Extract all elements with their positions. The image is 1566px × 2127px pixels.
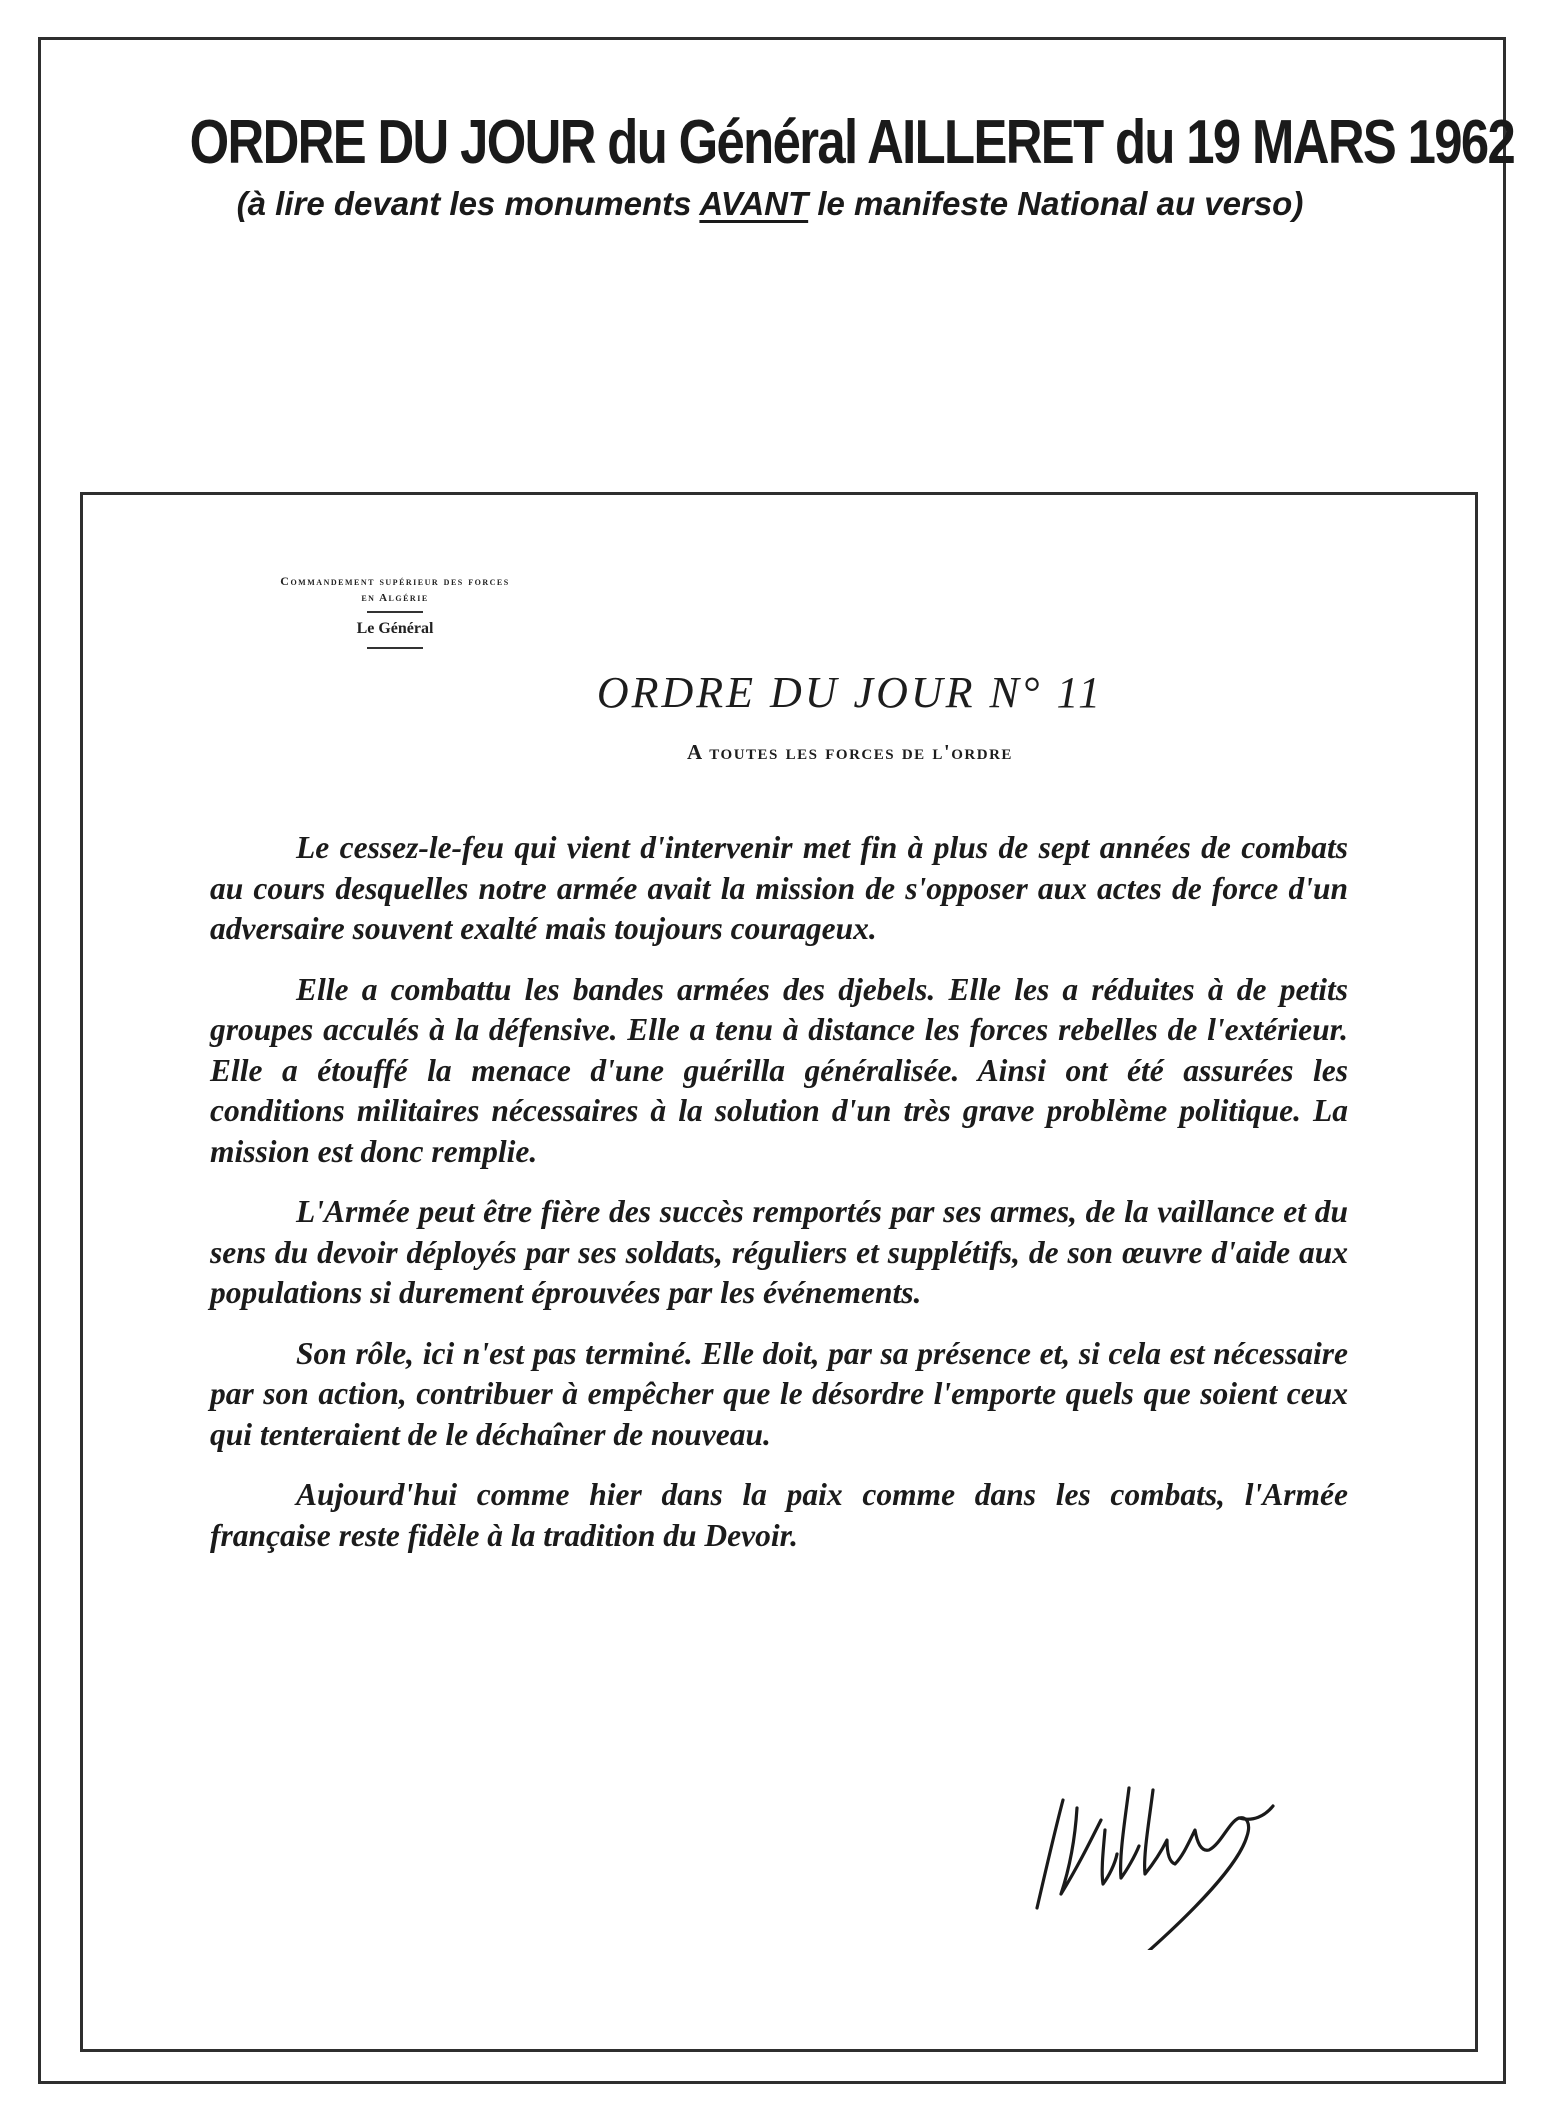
letterhead [210, 573, 580, 651]
letterhead-region: en Algérie [361, 592, 429, 604]
letterhead-rule [367, 611, 423, 613]
letterhead-rule-bottom [367, 647, 423, 649]
body-paragraph: Son rôle, ici n'est pas terminé. Elle doit, par sa présence et, si cela est nécessaire par son action, contribuer à empêcher que le désordre l'emporte quels que soient ceux qui tenteraient de le déchaîner de nouveau. [210, 1335, 1348, 1452]
page-subtitle [60, 183, 1480, 225]
body-paragraph: Aujourd'hui comme hier dans la paix comme dans les combats, l'Armée française reste fidèle à la tradition du Devoir. [210, 1477, 1348, 1553]
subtitle-emphasis: AVANT [699, 185, 809, 222]
order-addressee: A toutes les forces de l'ordre [687, 740, 1013, 764]
handwritten-signature [1025, 1760, 1345, 1950]
body-paragraph: Elle a combattu les bandes armées des djebels. Elle les a réduites à de petits groupes acculés à la défensive. Elle a tenu à distance les forces rebelles de l'extérieur. Elle a étouffé la menace d'une guérilla généralisée. Ainsi ont été assurées les conditions militaires nécessaires à la solution d'un très grave problème politique. La mission est donc remplie. [210, 971, 1348, 1169]
letterhead-command: Commandement supérieur des forces [280, 574, 510, 588]
subtitle-text-end: le manifeste National au verso) [808, 185, 1304, 222]
page-title: ORDRE DU JOUR du Général AILLERET du 19 MARS 1962 [189, 108, 1515, 177]
body-paragraph: Le cessez-le-feu qui vient d'intervenir met fin à plus de sept années de combats au cours desquelles notre armée avait la mission de s'opposer aux actes de force d'un adversaire souvent exalté mais toujours courageux. [210, 830, 1348, 946]
body-paragraph: L'Armée peut être fière des succès remportés par ses armes, de la vaillance et du sens du devoir déployés par ses soldats, réguliers et supplétifs, de son œuvre d'aide aux populations si durement éprouvées par les événements. [210, 1194, 1348, 1310]
order-title: ORDRE DU JOUR N° 11 [596, 668, 1104, 717]
order-body [210, 828, 1348, 1576]
subtitle-text-start: (à lire devant les monuments [236, 185, 700, 222]
letterhead-sender: Le Général [356, 620, 434, 637]
